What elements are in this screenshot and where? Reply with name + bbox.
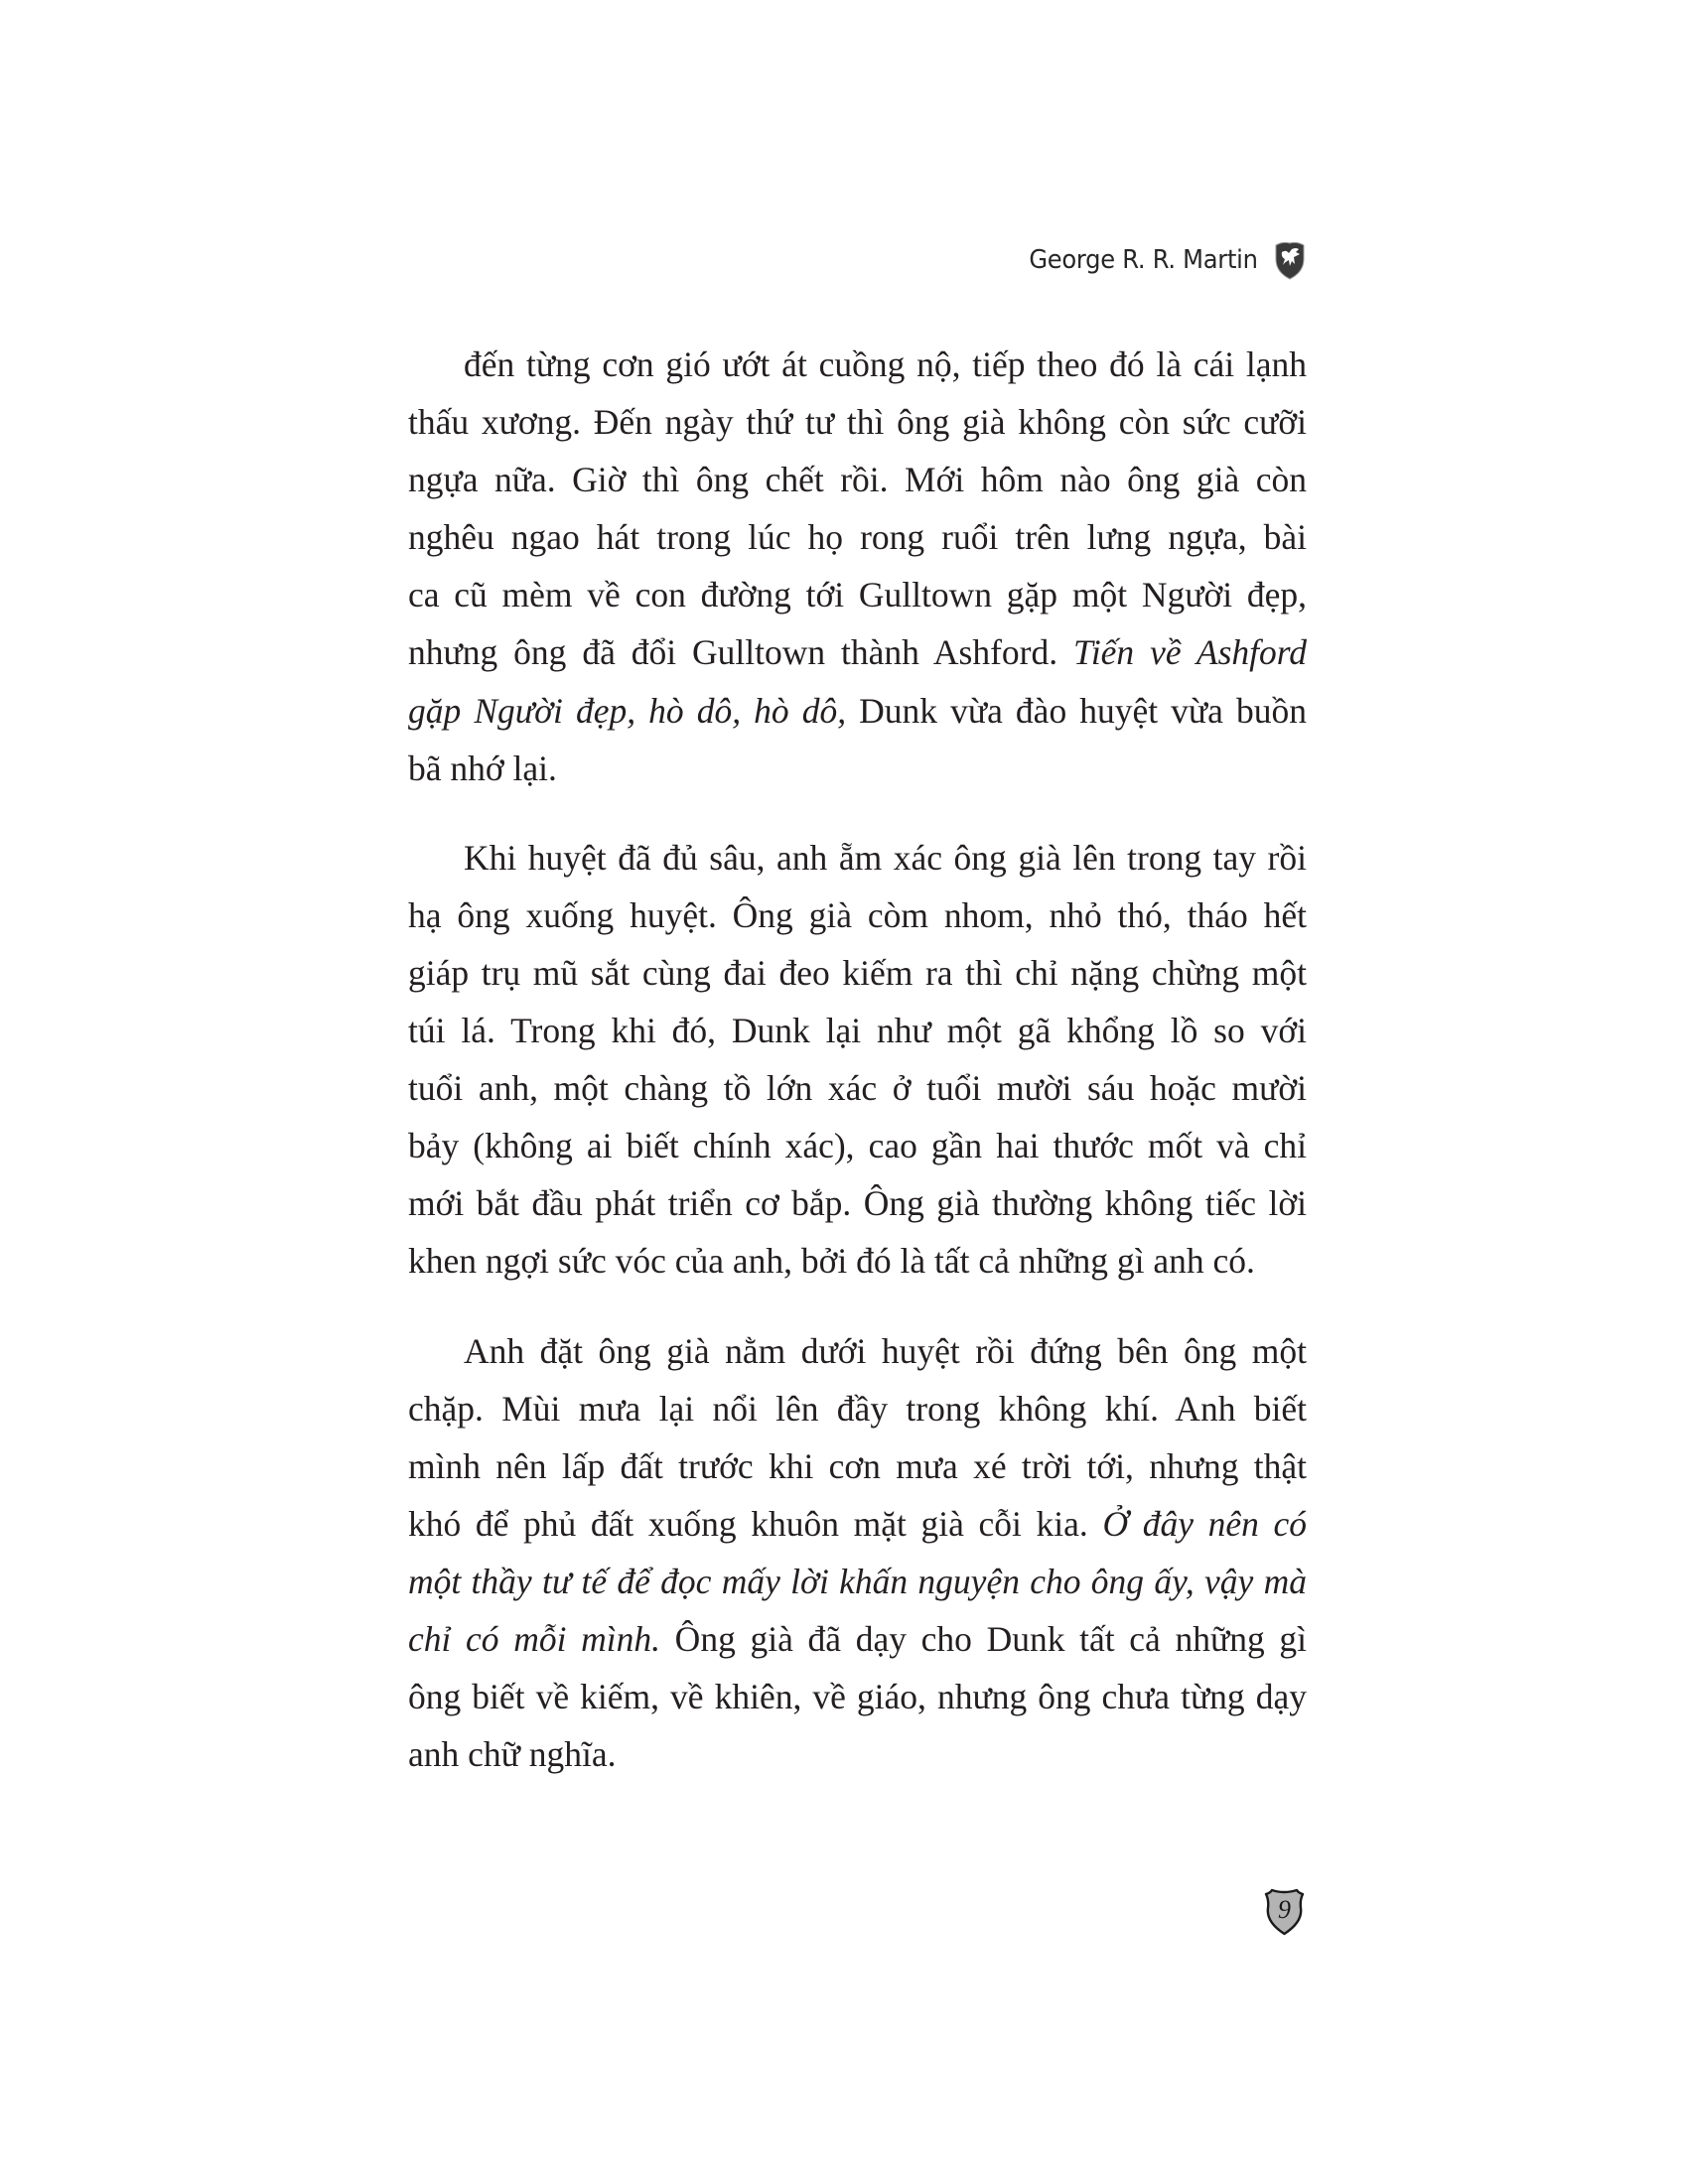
italic-text: gặp Người đẹp, hò dô, hò dô,	[408, 690, 847, 731]
text-line	[408, 1174, 1307, 1232]
text-line	[408, 508, 1307, 566]
paragraph	[408, 1322, 1307, 1784]
text-run: Anh đặt ông già nằm dưới huyệt rồi đứng bên ông một	[464, 1330, 1307, 1371]
text-line	[408, 1437, 1307, 1495]
text-line	[408, 1059, 1307, 1117]
text-line	[408, 944, 1307, 1002]
text-line	[408, 1117, 1307, 1174]
text-run: anh chữ nghĩa.	[408, 1734, 617, 1775]
text-run: chặp. Mùi mưa lại nổi lên đầy trong không khí. Anh biết	[408, 1388, 1307, 1429]
text-line	[408, 1725, 1307, 1783]
text-line	[408, 336, 1307, 393]
text-run: khó để phủ đất xuống khuôn mặt già cỗi kia.	[408, 1503, 1103, 1544]
text-line	[408, 566, 1307, 623]
text-run: ông biết về kiếm, về khiên, về giáo, nhưng ông chưa từng dạy	[408, 1677, 1307, 1717]
italic-text: Ở đây nên có	[1102, 1503, 1307, 1544]
text-run: hạ ông xuống huyệt. Ông già còm nhom, nhỏ thó, tháo hết	[408, 894, 1307, 935]
page-number-badge	[1262, 1888, 1307, 1936]
text-run: khen ngợi sức vóc của anh, bởi đó là tất cả những gì anh có.	[408, 1241, 1255, 1282]
paragraph	[408, 336, 1307, 797]
body-text	[408, 336, 1307, 1815]
text-run: bã nhớ lại.	[408, 748, 557, 788]
text-line	[408, 682, 1307, 740]
italic-text: một thầy tư tế để đọc mấy lời khấn nguyện cho ông ấy, vậy mà	[408, 1561, 1307, 1601]
paragraph	[408, 829, 1307, 1291]
text-line	[408, 1553, 1307, 1610]
text-line	[408, 1232, 1307, 1290]
text-line	[408, 623, 1307, 681]
text-run: thấu xương. Đến ngày thứ tư thì ông già không còn sức cưỡi	[408, 402, 1307, 443]
text-run: nhưng ông đã đổi Gulltown thành Ashford.	[408, 632, 1074, 673]
text-line	[408, 1668, 1307, 1725]
text-line	[408, 1495, 1307, 1553]
text-run: túi lá. Trong khi đó, Dunk lại như một gã khổng lồ so với	[408, 1011, 1307, 1051]
text-run: tuổi anh, một chàng tồ lớn xác ở tuổi mười sáu hoặc mười	[408, 1068, 1307, 1109]
text-run: giáp trụ mũ sắt cùng đai đeo kiếm ra thì chỉ nặng chừng một	[408, 952, 1307, 993]
running-head	[1012, 238, 1306, 282]
italic-text: Tiến về Ashford	[1073, 632, 1308, 673]
text-line	[408, 1322, 1307, 1380]
text-run: Dunk vừa đào huyệt vừa buồn	[846, 690, 1307, 731]
text-run: Ông già đã dạy cho Dunk tất cả những gì	[660, 1618, 1307, 1659]
text-line	[408, 1610, 1307, 1668]
text-run: mới bắt đầu phát triển cơ bắp. Ông già thường không tiếc lời	[408, 1183, 1307, 1224]
dragon-shield-icon	[1274, 240, 1306, 280]
text-line	[408, 829, 1307, 887]
running-head-author: George R. R. Martin	[1029, 245, 1258, 275]
text-line	[408, 740, 1307, 797]
text-run: ngựa nữa. Giờ thì ông chết rồi. Mới hôm nào ông già còn	[408, 460, 1307, 500]
text-run: ca cũ mèm về con đường tới Gulltown gặp một Người đẹp,	[408, 575, 1307, 615]
text-line	[408, 451, 1307, 508]
text-line	[408, 393, 1307, 451]
text-run: mình nên lấp đất trước khi cơn mưa xé trời tới, nhưng thật	[408, 1445, 1307, 1486]
text-line	[408, 1380, 1307, 1437]
italic-text: chỉ có mỗi mình.	[408, 1618, 661, 1659]
page-number: 9	[1278, 1895, 1291, 1924]
text-run: bảy (không ai biết chính xác), cao gần hai thước mốt và chỉ	[408, 1126, 1307, 1166]
text-run: Khi huyệt đã đủ sâu, anh ẵm xác ông già lên trong tay rồi	[464, 837, 1307, 878]
text-line	[408, 887, 1307, 944]
text-line	[408, 1002, 1307, 1059]
text-run: nghêu ngao hát trong lúc họ rong ruổi trên lưng ngựa, bài	[408, 517, 1307, 558]
text-run: đến từng cơn gió ướt át cuồng nộ, tiếp theo đó là cái lạnh	[464, 344, 1307, 384]
